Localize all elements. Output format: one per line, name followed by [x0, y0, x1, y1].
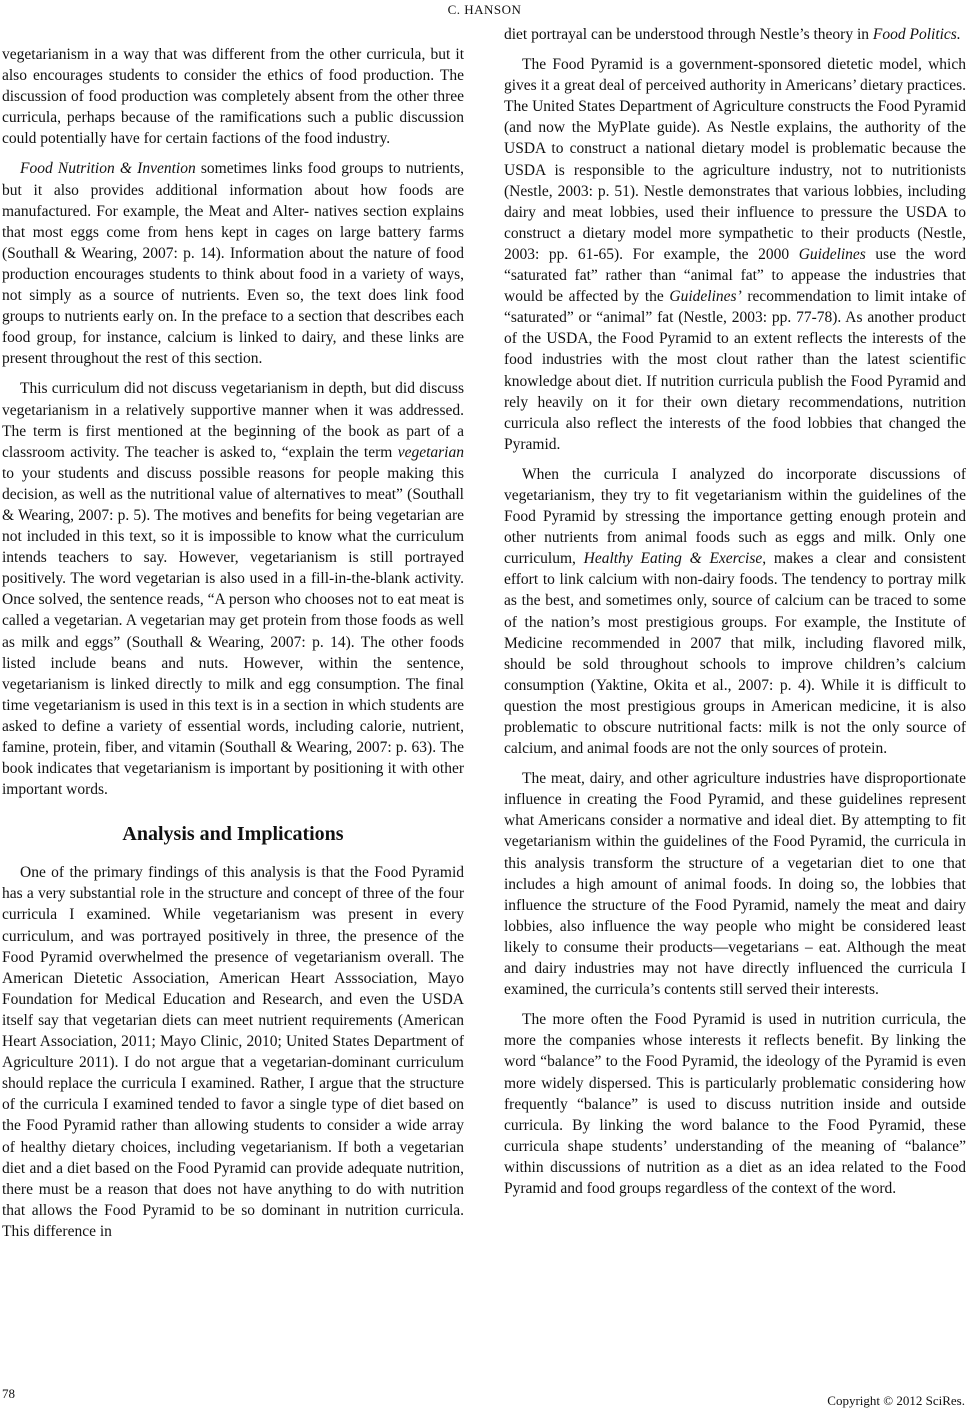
paragraph — [2, 378, 464, 800]
book-title: Food Politics. — [872, 26, 961, 43]
curriculum-title: Healthy Eating & Exercise — [583, 550, 763, 568]
running-head: C. HANSON — [447, 2, 522, 17]
paragraph — [504, 24, 966, 45]
emphasis: vegetarian — [397, 443, 464, 461]
left-column — [2, 44, 464, 1251]
paragraph — [504, 464, 966, 759]
paragraph: vegetarianism in a way that was different from the other curricula, but it also encourages students to consider the ethics of food production. The discussion of food production was completely absent from the other three curricula, perhaps because of the ramifications such a public discussion could potentially have for certain factions of the food industry. — [2, 46, 464, 148]
paragraph-text: When the curricula I analyzed do incorporate discussions of vegetarianism, they try to fit vegetarianism within the guidelines of the Food Pyramid by stressing the importance getting enough protein and other nutrients from animal foods such as eggs and milk. Only one curriculum, — [504, 465, 966, 568]
paragraph — [2, 158, 464, 369]
paragraph: The more often the Food Pyramid is used in nutrition curricula, the more the companies whose interests it reflects benefit. By linking the word “balance” to the Food Pyramid, the ideology of the Pyramid is even more widely dispersed. This is particularly problematic considering how frequently “balance” is used to discuss nutrition inside and outside curricula. By linking the word balance to the Food Pyramid, these curricula shape students’ understanding of the meaning of “balance” within discussions of nutrition as a diet as an idea related to the Food Pyramid and food groups regardless of the context of the word. — [504, 1011, 966, 1197]
page-number: 78 — [2, 1386, 15, 1401]
paragraph-text: This curriculum did not discuss vegetarianism in depth, but did discuss vegetarianism in a relatively supportive manner when it was addressed. The term is first mentioned at the beginning of the book as part of a classroom activity. The teacher is asked to, “explain the term — [2, 380, 464, 461]
paragraph-text: sometimes links food groups to nutrients, but it also provides additional information about how foods are manufactured. For example, the Meat and Alter- natives section explains that most eggs come from hens kept in cages on large battery farms (Southall & Wearing, 2007: p. 14). Information about the nature of food production encourages students to think about food in a variety of ways, not simply as a source of nutrients. Even so, the text does link food groups to nutrients early on. In the preface to a section that describes each food group, for instance, calcium is linked to dairy, and these links are present throughout the rest of this section. — [2, 160, 464, 368]
paragraph-text: recommendation to limit intake of “saturated” or “animal” fat (Nestle, 2003: pp. 77-78). As another product of the USDA, the Food Pyramid to an extent reflects the interests of the food industries with the most clout rather than the latest scientific knowledge about diet. If nutrition curricula publish the Food Pyramid and rely heavily on it for their own dietary recommendations, nutrition curricula also reflect the interests of the food lobbies that changed the Pyramid. — [504, 288, 967, 453]
emphasis: Guidelines — [798, 245, 866, 263]
emphasis: Guidelines’ — [669, 288, 742, 306]
right-column — [504, 24, 966, 1208]
paragraph-text: to your students and discuss possible reasons for people making this decision, as well as the nutritional value of alternatives to meat” (Southall & Wearing, 2007: p. 5). The motives and benefits for being vegetarian are not included in this text, so it is impossible to know what the curriculum intends teachers to say. However, vegetarianism is still portrayed positively. The word vegetarian is also used in a fill-in-the-blank activity. Once solved, the sentence reads, “A person who chooses not to eat meat is called a vegetarian. A vegetarian may get protein from those foods as well as milk and eggs” (Southall & Wearing, 2007: p. 14). The other foods listed include beans and nuts. However, within the sentence, vegetarianism is linked directly to milk and egg consumption. The final time vegetarianism is used in this text is in a section in which students are asked to define a variety of essential words, including calorie, nutrient, famine, protein, fiber, and vitamin (Southall & Wearing, 2007: p. 63). The book indicates that vegetarianism is important by positioning it with other important words. — [2, 464, 464, 799]
paragraph: One of the primary findings of this analysis is that the Food Pyramid has a very substantial role in the structure and concept of three of the four curricula I examined. While vegetarianism was present in every curriculum, and was portrayed positively in three, the presence of the Food Pyramid overwhelmed the presence of vegetarianism overall. The American Dietetic Association, American Heart Asssociation, Mayo Foundation for Medical Education and Research, and even the USDA itself say that vegetarian diets can meet nutrient requirements (American Heart Association, 2011; Mayo Clinic, 2010; United States Department of Agriculture 2011). I do not argue that a vegetarian-dominant curriculum should replace the curricula I examined. Rather, I argue that the structure of the curricula I examined tended to favor a single type of diet based on the Food Pyramid rather than allowing students to consider a wide array of healthy dietary choices, including vegetarianism. If both a vegetarian diet and a diet based on the Food Pyramid can provide adequate nutrition, there must be a reason that does not have anything to do with nutrition that allows the Food Pyramid to be so dominant in nutrition curricula. This difference in — [2, 864, 464, 1240]
paragraph: The meat, dairy, and other agriculture industries have disproportionate influence in creating the Food Pyramid, and these guidelines represent what Americans consider a normative and ideal diet. By attempting to fit vegetarianism within the guidelines of the Food Pyramid, the curricula in this analysis transform the structure of a vegetarian diet to one that includes a high amount of animal foods. In doing so, the lobbies that influence the structure of the Food Pyramid, namely the meat and dairy lobbies, also influence the way people who might be considered least likely to consume their products—vegetarians – eat. Although the meat and dairy industries may not have directly influenced the curricula I examined, the curricula’s contents still served their interests. — [504, 770, 966, 999]
section-heading: Analysis and Implications — [122, 823, 344, 846]
paragraph-text: use the word “saturated fat” rather than “animal fat” to appease the industries that would be affected by the — [504, 245, 966, 306]
paragraph-text: , makes a clear and consistent effort to link calcium with non-dairy foods. The tendency to portray milk as the best, and sometimes only, source of calcium can be traced to some of the nation’s most prestigious groups. For example, the Institute of Medicine recommended in 2007 that milk, including flavored milk, should be sold throughout schools to improve children’s calcium consumption (Yaktine, Okita et al., 2007: p. 4). While it is difficult to question the most prestigious groups in American medicine, it is also problematic to obscure nutritional facts: milk is not the only source of calcium, and animal foods are not the only sources of protein. — [504, 550, 966, 758]
curriculum-title: Food Nutrition & Invention — [20, 160, 196, 178]
paragraph-text: The Food Pyramid is a government-sponsored dietetic model, which gives it a great deal of perceived authority in Americans’ dietary practices. The United States Department of Agriculture constructs the Food Pyramid (and now the MyPlate guide). As Nestle explains, the authority of the USDA to construct a national dietary model is problematic because the USDA is responsible to the agriculture industry, not to nutritionists (Nestle, 2003: p. 51). Nestle demonstrates that various lobbies, including dairy and meat lobbies, used their influence to pressure the USDA to construct a dietary model more sympathetic to their products (Nestle, 2003: pp. 61-65). For example, the 2000 — [504, 56, 966, 263]
copyright-notice: Copyright © 2012 SciRes. — [827, 1393, 965, 1408]
paragraph-text: diet portrayal can be understood through Nestle’s theory in — [504, 26, 873, 43]
paragraph — [504, 54, 966, 455]
